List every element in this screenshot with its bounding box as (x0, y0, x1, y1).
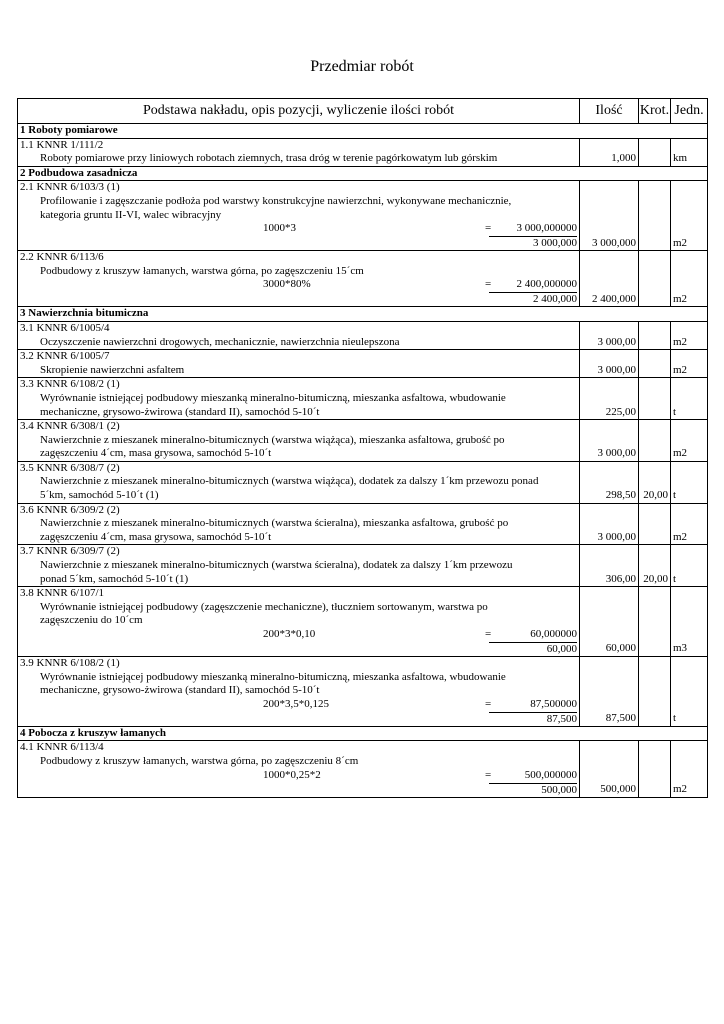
item-quantity: 306,00 (580, 545, 639, 587)
item-unit: t (671, 545, 708, 587)
item-description-line: Wyrównanie istniejącej podbudowy mieszanką mineralno-bitumiczną, mieszanka asfaltowa, wbudowanie (40, 670, 506, 683)
item-code: 3.6 KNNR 6/309/2 (2) (20, 503, 120, 516)
section-title: 3 Nawierzchnia bitumiczna (18, 307, 708, 322)
section-title: 4 Pobocza z kruszyw łamanych (18, 726, 708, 741)
item-description-cell (18, 321, 580, 349)
table-header-row (18, 99, 708, 124)
item-row (18, 321, 708, 349)
item-description-line: Podbudowy z kruszyw łamanych, warstwa górna, po zagęszczeniu 8´cm (40, 754, 359, 767)
item-description-line: Nawierzchnie z mieszanek mineralno-bitumicznych (warstwa ścieralna), mieszanka asfaltowa, grubość po (40, 517, 509, 530)
item-description-line: mechaniczne, grysowo-żwirowa (standard II), samochód 5-10´t (40, 405, 320, 418)
item-quantity: 3 000,000 (580, 181, 639, 251)
calculation-sum: 60,000 (489, 642, 577, 657)
item-row (18, 461, 708, 503)
calculation-sum-line (20, 236, 579, 250)
item-quantity: 3 000,00 (580, 321, 639, 349)
calculation-equals: = (485, 697, 492, 710)
item-unit: t (671, 657, 708, 727)
item-description-line: Skropienie nawierzchni asfaltem (40, 363, 185, 376)
item-description-cell (18, 545, 580, 587)
bill-of-quantities-table (17, 98, 708, 798)
header-multiplier: Krot. (639, 99, 671, 124)
calculation-result: 3 000,000000 (516, 222, 577, 235)
item-row (18, 181, 708, 251)
item-unit: m2 (671, 741, 708, 797)
item-description-line: kategoria gruntu II-VI, walec wibracyjny (40, 208, 222, 221)
item-code: 3.7 KNNR 6/309/7 (2) (20, 545, 120, 558)
item-description-line: Podbudowy z kruszyw łamanych, warstwa górna, po zagęszczeniu 15´cm (40, 264, 364, 277)
item-multiplier (639, 741, 671, 797)
item-row (18, 587, 708, 657)
item-description-cell (18, 741, 580, 797)
item-description-cell (18, 181, 580, 251)
calculation-sum: 3 000,000 (489, 236, 577, 251)
item-description-cell (18, 378, 580, 420)
item-unit: m2 (671, 181, 708, 251)
item-code: 3.4 KNNR 6/308/1 (2) (20, 420, 120, 433)
header-quantity: Ilość (580, 99, 639, 124)
calculation-sum: 87,500 (489, 712, 577, 727)
item-description-line: Wyrównanie istniejącej podbudowy mieszanką mineralno-bitumiczną, mieszanka asfaltowa, wbudowanie (40, 391, 506, 404)
calculation-sum: 2 400,000 (489, 292, 577, 307)
calculation-formula: 200*3*0,10 (263, 628, 316, 640)
item-description-line: Nawierzchnie z mieszanek mineralno-bitumicznych (warstwa wiążąca), mieszanka asfaltowa, grubość po (40, 433, 505, 446)
item-description-cell (18, 251, 580, 307)
item-quantity: 1,000 (580, 138, 639, 166)
item-quantity: 3 000,00 (580, 350, 639, 378)
item-row (18, 138, 708, 166)
item-code: 3.3 KNNR 6/108/2 (1) (20, 378, 120, 391)
calculation-formula: 3000*80% (263, 278, 311, 291)
section-row (18, 726, 708, 741)
calculation-line (20, 698, 579, 712)
item-quantity: 3 000,00 (580, 503, 639, 545)
calculation-sum-line (20, 712, 579, 726)
item-description-line: Wyrównanie istniejącej podbudowy (zagęszczenie mechaniczne), tłuczniem sortowanym, warstwa po (40, 600, 488, 613)
item-multiplier (639, 251, 671, 307)
item-description-cell (18, 350, 580, 378)
section-row (18, 166, 708, 181)
item-description-line: mechaniczne, grysowo-żwirowa (standard II), samochód 5-10´t (40, 684, 320, 697)
item-description-line: zagęszczeniu 4´cm, masa grysowa, samochód 5-10´t (40, 447, 272, 460)
item-description-line: Nawierzchnie z mieszanek mineralno-bitumicznych (warstwa ścieralna), dodatek za dalszy 1´km przewozu (40, 559, 513, 572)
item-description-cell (18, 138, 580, 166)
item-unit: m2 (671, 420, 708, 462)
calculation-equals: = (485, 222, 492, 235)
calculation-equals: = (485, 628, 492, 640)
item-row (18, 741, 708, 797)
calculation-equals: = (485, 768, 492, 781)
item-description-cell (18, 587, 580, 657)
item-description-line: Oczyszczenie nawierzchni drogowych, mechanicznie, nawierzchnia nieulepszona (40, 335, 400, 348)
item-unit: m2 (671, 321, 708, 349)
item-multiplier (639, 420, 671, 462)
item-code: 3.1 KNNR 6/1005/4 (20, 321, 110, 334)
item-row (18, 503, 708, 545)
item-description-cell (18, 461, 580, 503)
calculation-result: 2 400,000000 (516, 278, 577, 291)
item-quantity: 87,500 (580, 657, 639, 727)
item-multiplier: 20,00 (639, 461, 671, 503)
item-quantity: 3 000,00 (580, 420, 639, 462)
item-unit: m2 (671, 251, 708, 307)
calculation-result: 500,000000 (524, 768, 577, 781)
item-multiplier (639, 350, 671, 378)
item-row (18, 657, 708, 727)
item-code: 1.1 KNNR 1/111/2 (20, 138, 104, 151)
item-description-line: Profilowanie i zagęszczanie podłoża pod warstwy konstrukcyjne nawierzchni, wykonywane mechanicznie, (40, 194, 512, 207)
item-multiplier: 20,00 (639, 545, 671, 587)
section-title: 1 Roboty pomiarowe (18, 124, 708, 139)
item-description-line: Roboty pomiarowe przy liniowych robotach ziemnych, trasa dróg w terenie pagórkowatym lub górskim (40, 152, 498, 165)
item-multiplier (639, 503, 671, 545)
item-row (18, 420, 708, 462)
item-row (18, 251, 708, 307)
item-row (18, 545, 708, 587)
item-code: 2.1 KNNR 6/103/3 (1) (20, 181, 120, 194)
calculation-line (20, 769, 579, 783)
calculation-result: 87,500000 (530, 697, 577, 710)
item-code: 3.5 KNNR 6/308/7 (2) (20, 461, 120, 474)
item-unit: m2 (671, 350, 708, 378)
item-multiplier (639, 587, 671, 657)
header-unit: Jedn. (671, 99, 708, 124)
item-description-line: zagęszczeniu do 10´cm (40, 614, 143, 627)
item-code: 4.1 KNNR 6/113/4 (20, 741, 104, 754)
item-multiplier (639, 378, 671, 420)
calculation-formula: 200*3,5*0,125 (263, 697, 329, 710)
item-multiplier (639, 138, 671, 166)
item-code: 2.2 KNNR 6/113/6 (20, 251, 104, 264)
calculation-line (20, 278, 579, 292)
item-unit: km (671, 138, 708, 166)
section-row (18, 307, 708, 322)
item-code: 3.9 KNNR 6/108/2 (1) (20, 657, 120, 669)
page-title: Przedmiar robót (310, 58, 414, 75)
calculation-formula: 1000*3 (263, 222, 296, 235)
calculation-line (20, 222, 579, 236)
calculation-line (20, 628, 579, 642)
calculation-sum-line (20, 783, 579, 797)
item-unit: m2 (671, 503, 708, 545)
calculation-result: 60,000000 (530, 628, 577, 640)
table-body (18, 124, 708, 798)
item-unit: t (671, 378, 708, 420)
header-description: Podstawa nakładu, opis pozycji, wyliczenie ilości robót (18, 99, 580, 124)
calculation-sum: 500,000 (489, 783, 577, 798)
item-unit: t (671, 461, 708, 503)
item-quantity: 2 400,000 (580, 251, 639, 307)
item-description-line: zagęszczeniu 4´cm, masa grysowa, samochód 5-10´t (40, 530, 272, 543)
item-multiplier (639, 657, 671, 727)
calculation-equals: = (485, 278, 492, 291)
section-title: 2 Podbudowa zasadnicza (18, 166, 708, 181)
item-quantity: 225,00 (580, 378, 639, 420)
item-description-line: Nawierzchnie z mieszanek mineralno-bitumicznych (warstwa wiążąca), dodatek za dalszy 1´km przewozu ponad (40, 475, 539, 488)
calculation-sum-line (20, 292, 579, 306)
item-multiplier (639, 181, 671, 251)
item-unit: m3 (671, 587, 708, 657)
item-description-cell (18, 657, 580, 727)
item-quantity: 60,000 (580, 587, 639, 657)
item-description-line: ponad 5´km, samochód 5-10´t (1) (40, 572, 189, 585)
item-quantity: 298,50 (580, 461, 639, 503)
item-row (18, 378, 708, 420)
calculation-formula: 1000*0,25*2 (263, 768, 321, 781)
item-description-cell (18, 420, 580, 462)
item-quantity: 500,000 (580, 741, 639, 797)
item-code: 3.8 KNNR 6/107/1 (20, 587, 105, 600)
item-code: 3.2 KNNR 6/1005/7 (20, 350, 110, 363)
item-row (18, 350, 708, 378)
item-description-line: 5´km, samochód 5-10´t (1) (40, 489, 159, 502)
section-row (18, 124, 708, 139)
item-multiplier (639, 321, 671, 349)
calculation-sum-line (20, 642, 579, 656)
item-description-cell (18, 503, 580, 545)
